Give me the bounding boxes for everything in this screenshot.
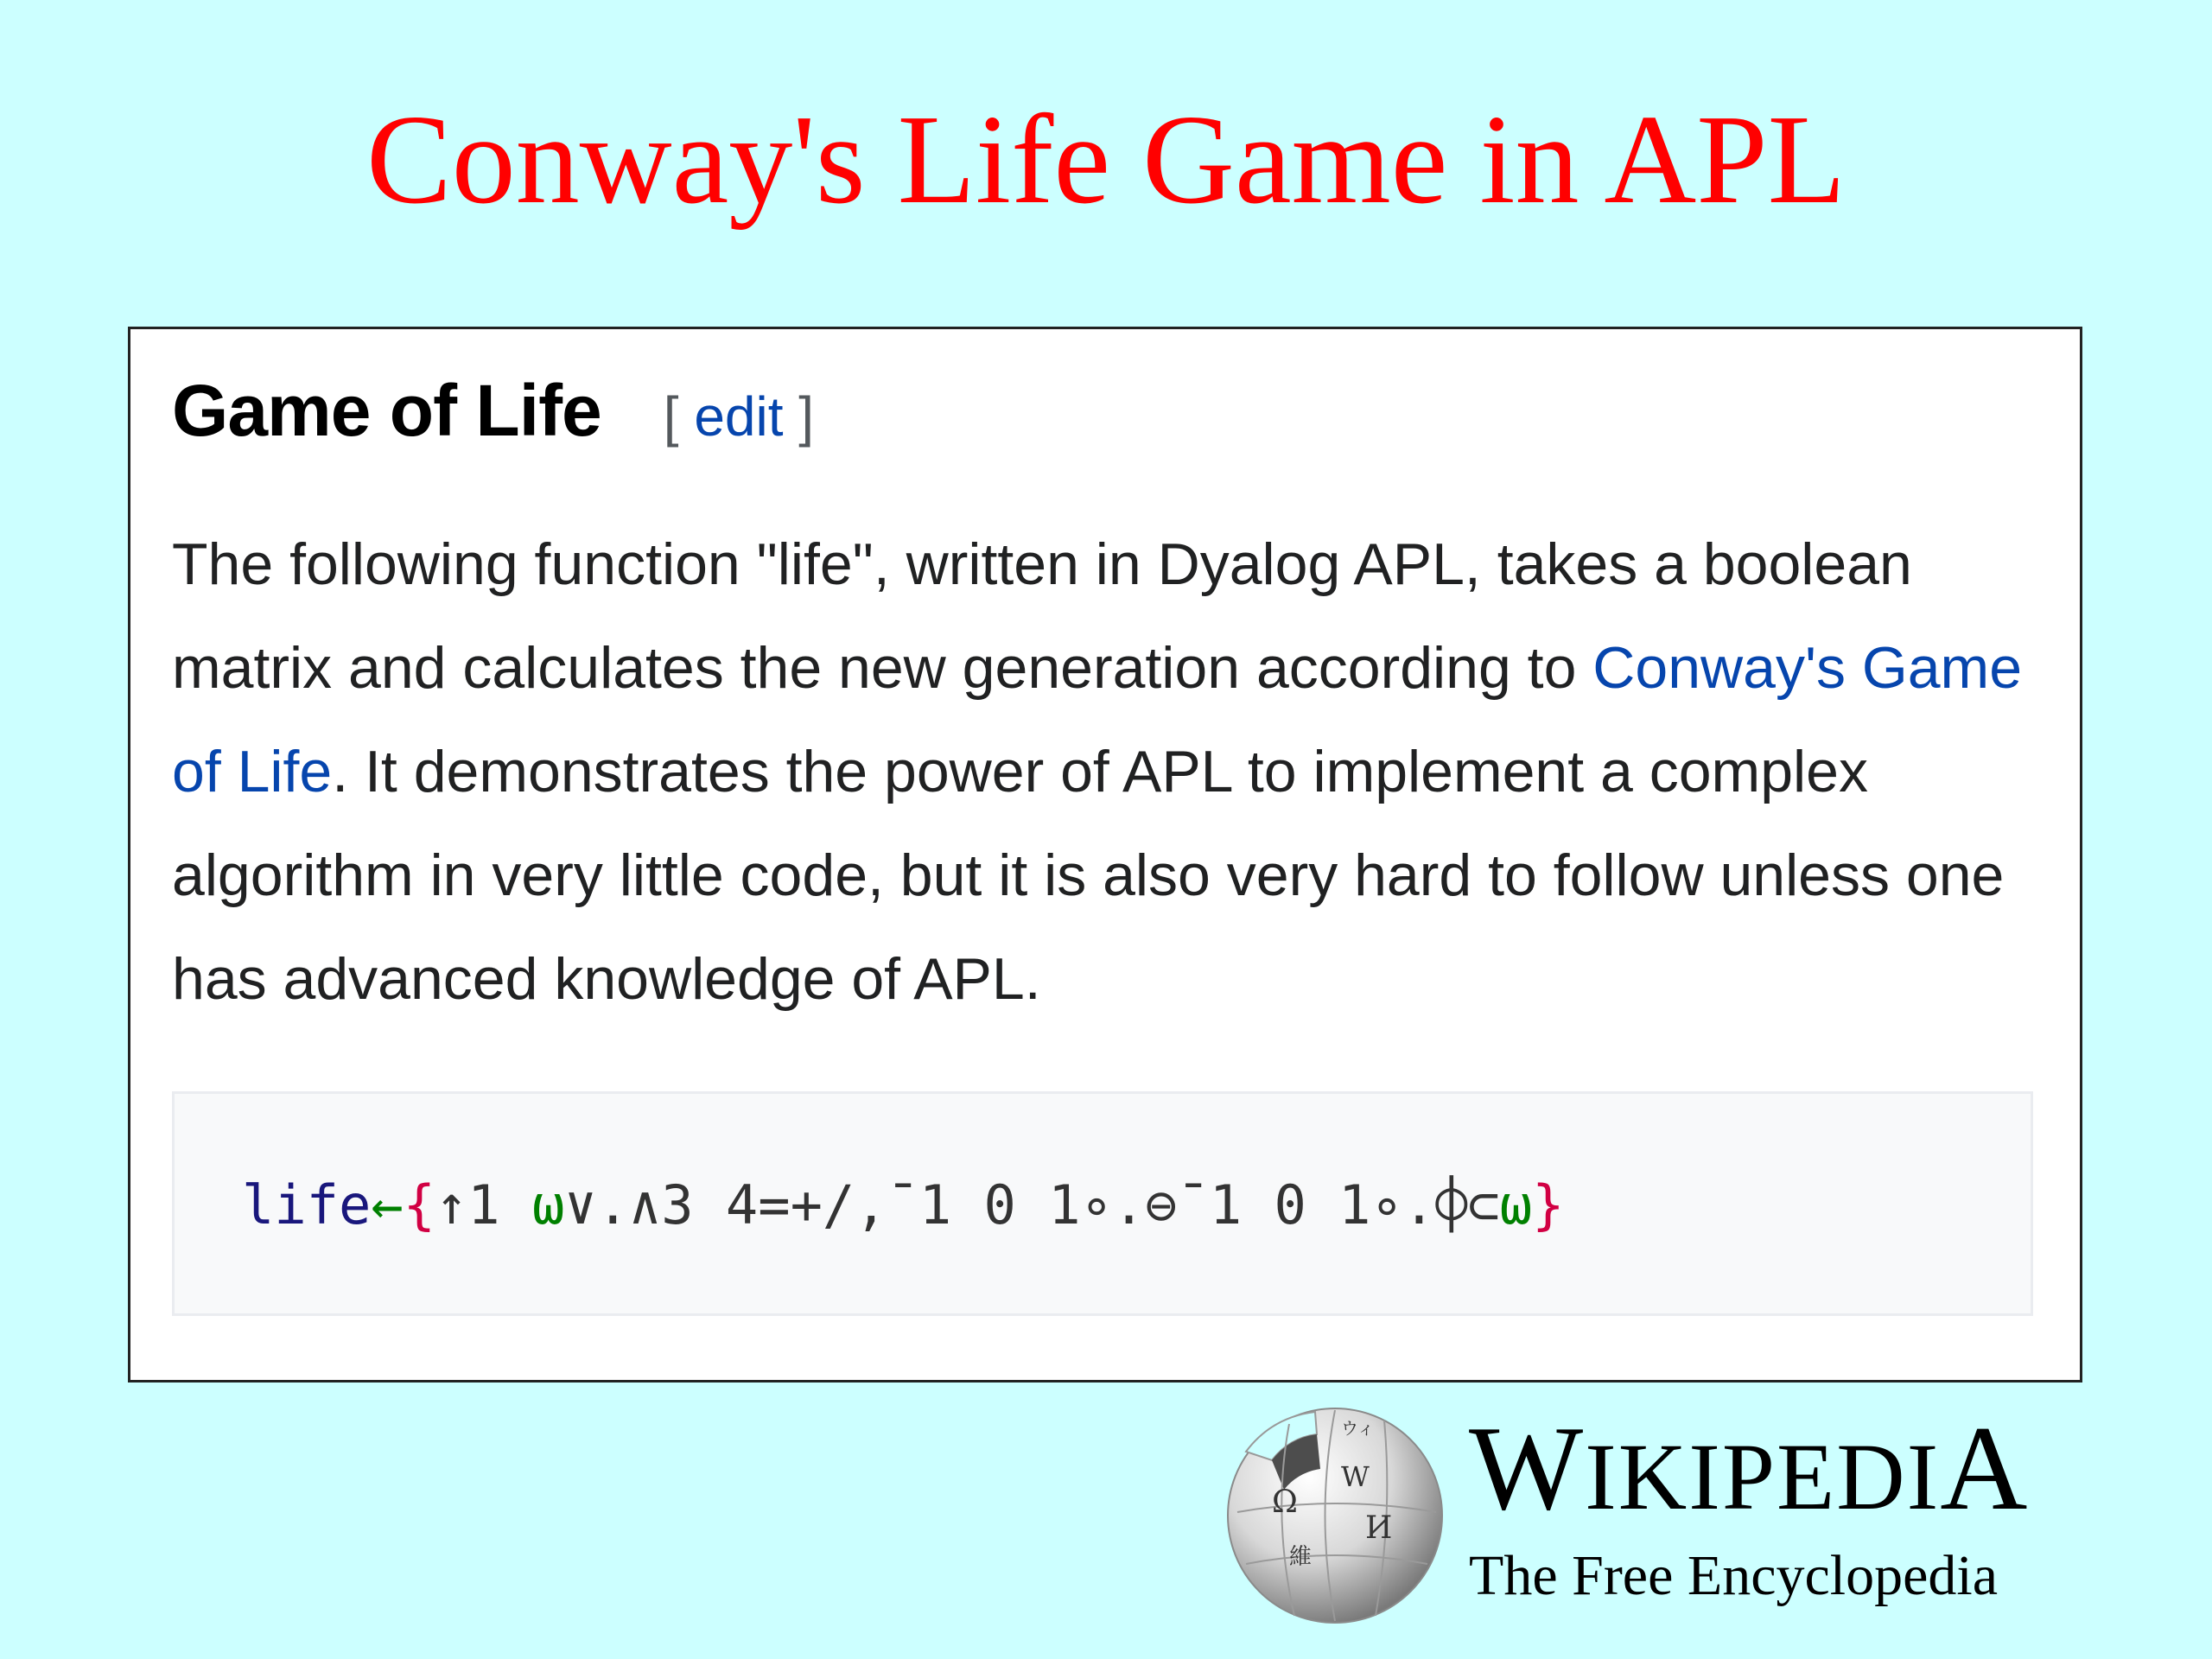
conways-game-of-life-link[interactable]: Conway's Game of Life bbox=[172, 635, 2023, 804]
edit-bracket-open: [ bbox=[663, 385, 695, 448]
section-heading bbox=[172, 369, 814, 455]
wikipedia-wordmark bbox=[1469, 1402, 2091, 1611]
slide-title: Conway's Life Game in APL bbox=[366, 89, 1846, 231]
wikipedia-name bbox=[1469, 1402, 2091, 1535]
article-panel bbox=[128, 327, 2082, 1382]
wordmark-final: A bbox=[1940, 1402, 2030, 1535]
code-token-body: ∨.∧3 4=+/,¯1 0 1∘.⊖¯1 0 1∘.⌽⊂ bbox=[564, 1173, 1500, 1236]
code-token-omega: ω bbox=[531, 1173, 565, 1236]
code-block bbox=[172, 1091, 2033, 1316]
globe-glyph-w: W bbox=[1341, 1460, 1370, 1493]
globe-glyph-omega: Ω bbox=[1272, 1484, 1298, 1520]
globe-glyph-wi: ウィ bbox=[1341, 1418, 1375, 1439]
wordmark-middle: IKIPEDI bbox=[1585, 1424, 1941, 1529]
edit-section bbox=[664, 385, 814, 448]
code-token-open-brace: { bbox=[403, 1173, 435, 1236]
globe-glyph-i: И bbox=[1365, 1510, 1393, 1546]
wordmark-initial: W bbox=[1469, 1402, 1586, 1535]
code-token-name: life bbox=[242, 1173, 372, 1236]
edit-bracket-close: ] bbox=[783, 385, 815, 448]
wikipedia-tagline: The Free Encyclopedia bbox=[1469, 1544, 1999, 1607]
edit-link[interactable]: edit bbox=[694, 385, 784, 448]
code-token-omega-final: ω bbox=[1499, 1173, 1533, 1236]
section-title: Game of Life bbox=[172, 370, 601, 451]
code-token-close-brace: } bbox=[1532, 1173, 1565, 1236]
code-token-assign: ← bbox=[371, 1173, 404, 1236]
code-token-first: ↑1 bbox=[435, 1173, 532, 1236]
paragraph-text-end: . It demonstrates the power of APL to implement a complex algorithm in very little code, but it is also very hard to follow unless one has advanced knowledge of APL. bbox=[172, 739, 2005, 1012]
wikipedia-globe-icon bbox=[1220, 1400, 1450, 1626]
code-line-life-function bbox=[242, 1166, 1564, 1244]
article-paragraph bbox=[172, 512, 2056, 1031]
globe-glyph-wei: 維 bbox=[1289, 1544, 1313, 1570]
paragraph-text-start: The following function "life", written in Dyalog APL, takes a boolean matrix and calculates the new generation according to bbox=[172, 531, 1912, 701]
